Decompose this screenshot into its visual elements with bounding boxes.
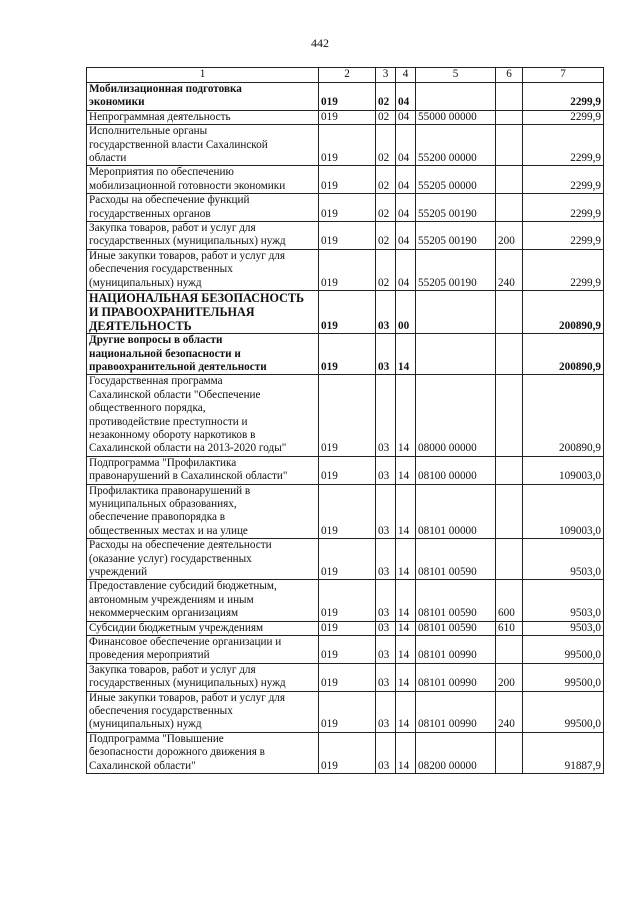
item-name-cell	[87, 110, 319, 124]
section-code-cell: 03	[376, 484, 396, 539]
section-code-cell: 03	[376, 375, 396, 456]
admin-code-cell: 019	[319, 222, 376, 250]
admin-code-cell: 019	[319, 539, 376, 580]
section-code-cell: 03	[376, 291, 396, 334]
item-name-line: Субсидии бюджетным учреждениям	[89, 621, 264, 634]
item-name-cell	[87, 375, 319, 456]
item-name-cell	[87, 691, 319, 732]
admin-code-cell: 019	[319, 663, 376, 691]
target-article-cell: 08101 00590	[416, 621, 496, 635]
item-name-line: учреждений	[89, 566, 148, 578]
subsection-code-cell: 14	[396, 663, 416, 691]
subsection-code-cell: 14	[396, 636, 416, 664]
table-row	[87, 166, 604, 194]
section-code-cell: 02	[376, 222, 396, 250]
amount-cell: 99500,0	[523, 663, 604, 691]
expense-type-cell: 200	[496, 663, 523, 691]
item-name-line: Сахалинской области "Обеспечение	[89, 388, 261, 401]
table-row	[87, 691, 604, 732]
item-name-line: государственной власти Сахалинской	[89, 138, 268, 151]
subsection-code-cell: 14	[396, 732, 416, 773]
section-code-cell: 03	[376, 732, 396, 773]
table-row	[87, 663, 604, 691]
expense-type-cell: 240	[496, 691, 523, 732]
item-name-cell	[87, 484, 319, 539]
target-article-cell	[416, 83, 496, 111]
admin-code-cell: 019	[319, 456, 376, 484]
admin-code-cell: 019	[319, 194, 376, 222]
amount-cell: 2299,9	[523, 125, 604, 166]
item-name-line: Исполнительные органы	[89, 125, 208, 138]
section-code-cell: 02	[376, 194, 396, 222]
expense-type-cell	[496, 125, 523, 166]
item-name-line: Сахалинской области на 2013-2020 годы"	[89, 442, 287, 455]
expense-type-cell	[496, 375, 523, 456]
table-row	[87, 249, 604, 290]
subsection-code-cell: 14	[396, 539, 416, 580]
subsection-code-cell: 04	[396, 125, 416, 166]
target-article-cell: 08101 00990	[416, 636, 496, 664]
subsection-code-cell: 04	[396, 166, 416, 194]
expense-type-cell	[496, 291, 523, 334]
target-article-cell: 08101 00990	[416, 691, 496, 732]
item-name-line: Профилактика правонарушений в	[89, 484, 251, 497]
column-header: 5	[416, 68, 496, 83]
item-name-cell	[87, 222, 319, 250]
item-name-line: мобилизационной готовности экономики	[89, 179, 286, 192]
item-name-line: Расходы на обеспечение деятельности	[89, 539, 272, 552]
column-header: 1	[87, 68, 319, 83]
admin-code-cell: 019	[319, 375, 376, 456]
item-name-line: Закупка товаров, работ и услуг для	[89, 663, 256, 676]
amount-cell: 2299,9	[523, 83, 604, 111]
item-name-line: автономным учреждениям и иным	[89, 593, 254, 606]
item-name-line: ДЕЯТЕЛЬНОСТЬ	[89, 319, 192, 334]
amount-cell: 109003,0	[523, 456, 604, 484]
item-name-line: Закупка товаров, работ и услуг для	[89, 222, 256, 235]
admin-code-cell: 019	[319, 334, 376, 375]
target-article-cell: 08101 00590	[416, 580, 496, 621]
expense-type-cell: 240	[496, 249, 523, 290]
subsection-code-cell: 04	[396, 222, 416, 250]
item-name-cell	[87, 291, 319, 334]
subsection-code-cell: 04	[396, 249, 416, 290]
target-article-cell: 08000 00000	[416, 375, 496, 456]
expense-type-cell	[496, 83, 523, 111]
item-name-line: Подпрограмма "Повышение	[89, 732, 224, 745]
expense-type-cell: 610	[496, 621, 523, 635]
admin-code-cell: 019	[319, 484, 376, 539]
item-name-line: Расходы на обеспечение функций	[89, 194, 250, 207]
item-name-cell	[87, 166, 319, 194]
section-code-cell: 03	[376, 539, 396, 580]
subsection-code-cell: 14	[396, 375, 416, 456]
admin-code-cell: 019	[319, 732, 376, 773]
table-row	[87, 83, 604, 111]
amount-cell: 91887,9	[523, 732, 604, 773]
item-name-line: правоохранительной деятельности	[89, 360, 267, 373]
item-name-line: общественных местах и на улице	[89, 524, 248, 537]
item-name-line: некоммерческим организациям	[89, 607, 239, 620]
item-name-line: экономики	[89, 96, 145, 109]
item-name-line: безопасности дорожного движения в	[89, 746, 265, 759]
section-code-cell: 03	[376, 580, 396, 621]
amount-cell: 2299,9	[523, 166, 604, 194]
table-row	[87, 291, 604, 334]
amount-cell: 2299,9	[523, 110, 604, 124]
admin-code-cell: 019	[319, 83, 376, 111]
target-article-cell: 55205 00000	[416, 166, 496, 194]
section-code-cell: 02	[376, 249, 396, 290]
target-article-cell: 08100 00000	[416, 456, 496, 484]
item-name-line: государственных (муниципальных) нужд	[89, 235, 286, 248]
subsection-code-cell: 04	[396, 194, 416, 222]
amount-cell: 2299,9	[523, 222, 604, 250]
item-name-cell	[87, 636, 319, 664]
item-name-line: государственных (муниципальных) нужд	[89, 677, 286, 690]
amount-cell: 2299,9	[523, 194, 604, 222]
item-name-line: Иные закупки товаров, работ и услуг для	[89, 249, 286, 262]
amount-cell: 109003,0	[523, 484, 604, 539]
table-row	[87, 732, 604, 773]
amount-cell: 200890,9	[523, 291, 604, 334]
amount-cell: 200890,9	[523, 375, 604, 456]
item-name-line: обеспечения государственных	[89, 705, 233, 718]
expense-type-cell: 200	[496, 222, 523, 250]
table-row	[87, 110, 604, 124]
section-code-cell: 03	[376, 456, 396, 484]
item-name-line: Другие вопросы в области	[89, 334, 223, 347]
subsection-code-cell: 14	[396, 456, 416, 484]
target-article-cell: 55205 00190	[416, 222, 496, 250]
item-name-line: (муниципальных) нужд	[89, 718, 202, 731]
subsection-code-cell: 04	[396, 110, 416, 124]
expense-type-cell: 600	[496, 580, 523, 621]
header-row	[87, 68, 604, 83]
item-name-line: Подпрограмма "Профилактика	[89, 456, 237, 469]
item-name-line: Предоставление субсидий бюджетным,	[89, 580, 277, 593]
table-row	[87, 621, 604, 635]
column-header: 3	[376, 68, 396, 83]
item-name-cell	[87, 194, 319, 222]
column-header: 6	[496, 68, 523, 83]
amount-cell: 9503,0	[523, 539, 604, 580]
admin-code-cell: 019	[319, 110, 376, 124]
column-header: 2	[319, 68, 376, 83]
item-name-cell	[87, 83, 319, 111]
column-header: 7	[523, 68, 604, 83]
section-code-cell: 02	[376, 125, 396, 166]
item-name-line: (муниципальных) нужд	[89, 276, 202, 289]
amount-cell: 9503,0	[523, 580, 604, 621]
target-article-cell	[416, 291, 496, 334]
item-name-line: Сахалинской области"	[89, 759, 196, 772]
item-name-line: Мобилизационная подготовка	[89, 83, 242, 95]
expense-type-cell	[496, 484, 523, 539]
item-name-line: общественного порядка,	[89, 402, 206, 415]
item-name-line: обеспечение правопорядка в	[89, 511, 226, 524]
expense-type-cell	[496, 636, 523, 664]
item-name-line: Финансовое обеспечение организации и	[89, 636, 282, 649]
item-name-cell	[87, 249, 319, 290]
expense-type-cell	[496, 194, 523, 222]
admin-code-cell: 019	[319, 166, 376, 194]
expense-type-cell	[496, 456, 523, 484]
table-row	[87, 334, 604, 375]
admin-code-cell: 019	[319, 580, 376, 621]
item-name-line: области	[89, 152, 127, 165]
item-name-cell	[87, 456, 319, 484]
item-name-line: (оказание услуг) государственных	[89, 552, 252, 565]
subsection-code-cell: 14	[396, 484, 416, 539]
table-row	[87, 539, 604, 580]
target-article-cell: 08101 00990	[416, 663, 496, 691]
target-article-cell: 08101 00000	[416, 484, 496, 539]
item-name-line: незаконному обороту наркотиков в	[89, 428, 256, 441]
admin-code-cell: 019	[319, 621, 376, 635]
section-code-cell: 02	[376, 166, 396, 194]
item-name-line: И ПРАВООХРАНИТЕЛЬНАЯ	[89, 305, 255, 320]
item-name-line: правонарушений в Сахалинской области"	[89, 470, 288, 483]
target-article-cell: 55000 00000	[416, 110, 496, 124]
admin-code-cell: 019	[319, 636, 376, 664]
target-article-cell	[416, 334, 496, 375]
section-code-cell: 02	[376, 110, 396, 124]
item-name-line: Мероприятия по обеспечению	[89, 166, 234, 179]
column-header: 4	[396, 68, 416, 83]
item-name-line: муниципальных образованиях,	[89, 497, 237, 510]
expense-type-cell	[496, 166, 523, 194]
subsection-code-cell: 00	[396, 291, 416, 334]
expense-type-cell	[496, 732, 523, 773]
amount-cell: 9503,0	[523, 621, 604, 635]
subsection-code-cell: 14	[396, 334, 416, 375]
target-article-cell: 55205 00190	[416, 194, 496, 222]
section-code-cell: 03	[376, 691, 396, 732]
amount-cell: 200890,9	[523, 334, 604, 375]
expense-type-cell	[496, 334, 523, 375]
item-name-line: Иные закупки товаров, работ и услуг для	[89, 691, 286, 704]
item-name-cell	[87, 732, 319, 773]
subsection-code-cell: 04	[396, 83, 416, 111]
item-name-line: государственных органов	[89, 207, 211, 220]
target-article-cell: 55205 00190	[416, 249, 496, 290]
item-name-line: Непрограммная деятельность	[89, 110, 231, 123]
item-name-cell	[87, 539, 319, 580]
target-article-cell: 55200 00000	[416, 125, 496, 166]
table-row	[87, 484, 604, 539]
table-body	[87, 68, 604, 774]
amount-cell: 99500,0	[523, 691, 604, 732]
item-name-line: проведения мероприятий	[89, 649, 210, 662]
target-article-cell: 08101 00590	[416, 539, 496, 580]
item-name-cell	[87, 621, 319, 635]
item-name-line: национальной безопасности и	[89, 347, 241, 360]
admin-code-cell: 019	[319, 291, 376, 334]
page-number: 442	[311, 36, 329, 50]
admin-code-cell: 019	[319, 125, 376, 166]
item-name-line: НАЦИОНАЛЬНАЯ БЕЗОПАСНОСТЬ	[89, 291, 305, 306]
item-name-cell	[87, 663, 319, 691]
amount-cell: 99500,0	[523, 636, 604, 664]
table-row	[87, 194, 604, 222]
table-row	[87, 580, 604, 621]
budget-table	[86, 67, 604, 774]
table-row	[87, 375, 604, 456]
admin-code-cell: 019	[319, 249, 376, 290]
table-row	[87, 222, 604, 250]
item-name-line: обеспечения государственных	[89, 263, 233, 276]
section-code-cell: 03	[376, 636, 396, 664]
item-name-line: Государственная программа	[89, 375, 223, 388]
table-row	[87, 636, 604, 664]
subsection-code-cell: 14	[396, 691, 416, 732]
section-code-cell: 03	[376, 621, 396, 635]
target-article-cell: 08200 00000	[416, 732, 496, 773]
item-name-line: противодействие преступности и	[89, 415, 248, 428]
section-code-cell: 02	[376, 83, 396, 111]
table-row	[87, 456, 604, 484]
admin-code-cell: 019	[319, 691, 376, 732]
item-name-cell	[87, 334, 319, 375]
expense-type-cell	[496, 110, 523, 124]
table-row	[87, 125, 604, 166]
amount-cell: 2299,9	[523, 249, 604, 290]
item-name-cell	[87, 125, 319, 166]
subsection-code-cell: 14	[396, 580, 416, 621]
expense-type-cell	[496, 539, 523, 580]
section-code-cell: 03	[376, 663, 396, 691]
subsection-code-cell: 14	[396, 621, 416, 635]
item-name-cell	[87, 580, 319, 621]
section-code-cell: 03	[376, 334, 396, 375]
